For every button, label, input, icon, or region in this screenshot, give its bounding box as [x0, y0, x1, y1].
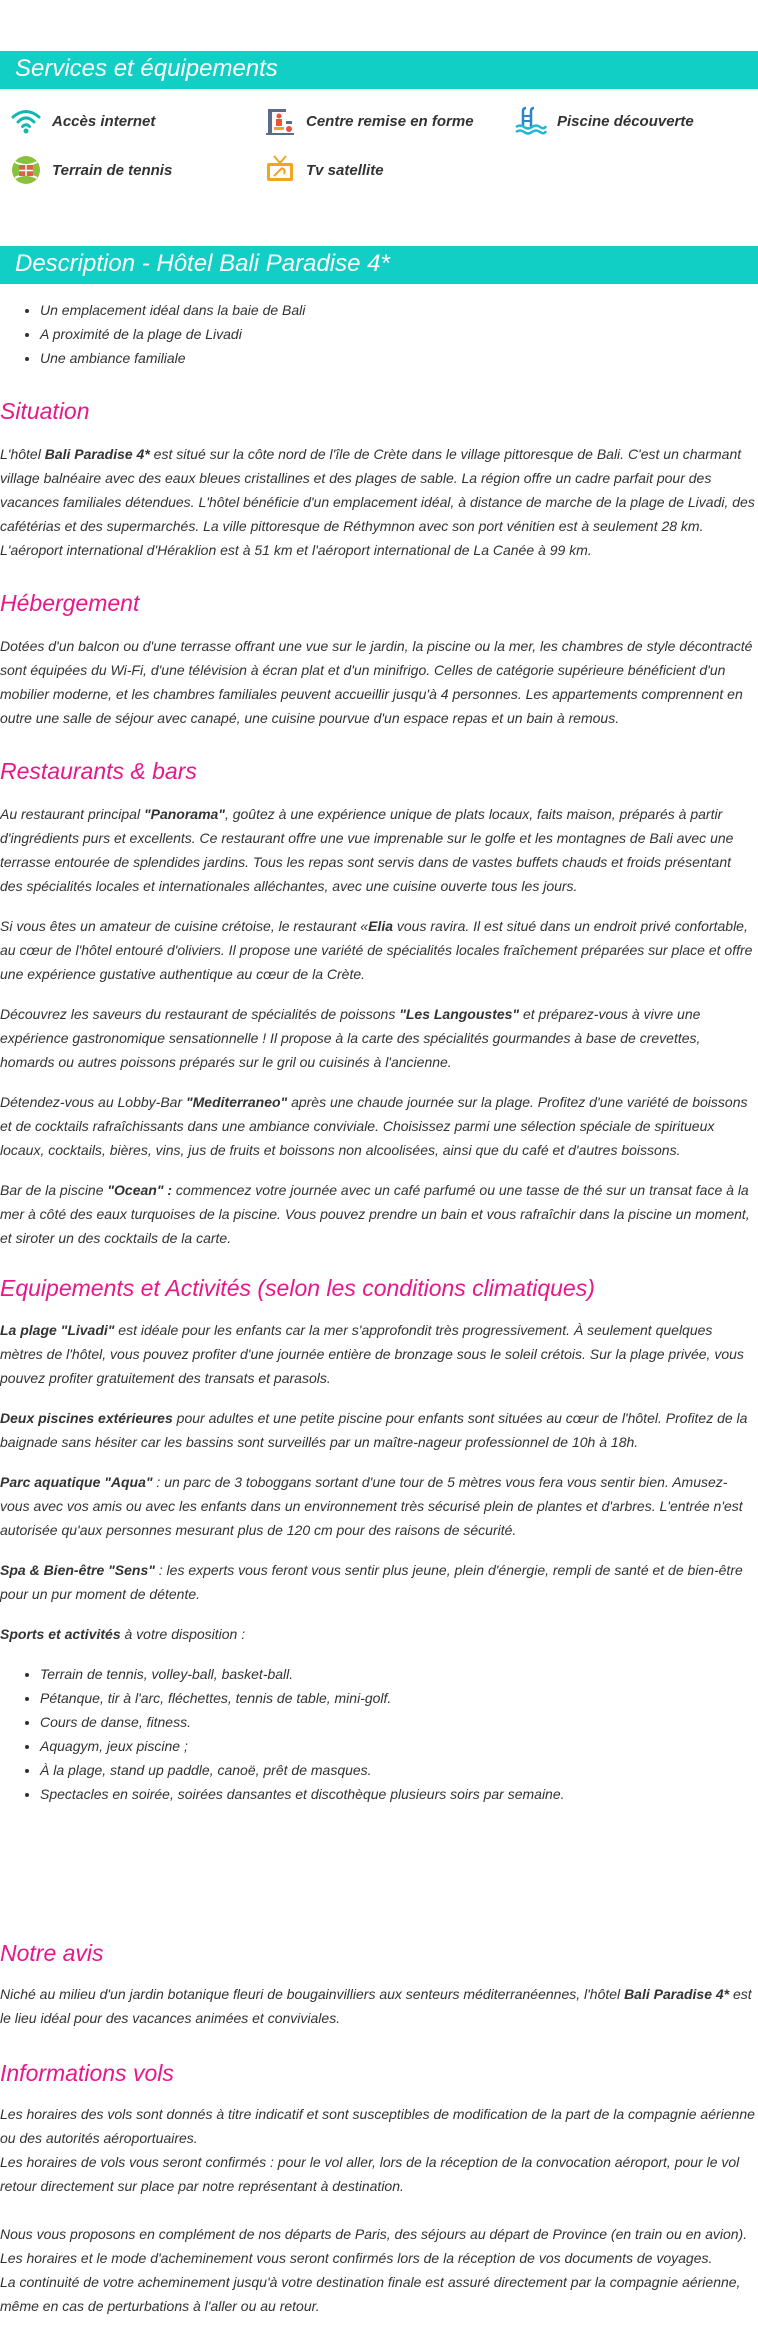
service-item-tennis: [10, 150, 172, 190]
restaurant-elia-paragraph: Si vous êtes un amateur de cuisine crétoise, le restaurant «Elia vous ravira. Il est situé dans un endroit privé confortable, au cœur de l'hôtel entouré d'oliviers. Il propose une variété de spécialités locales fraîchement préparées sur place et offre une expérience gustative authentique au cœur de la Crète.: [0, 918, 753, 982]
service-label: Accès internet: [52, 112, 156, 130]
list-item: • Un emplacement idéal dans la baie de Bali: [40, 298, 305, 322]
tennis-court-icon: [10, 154, 42, 186]
description-highlights: [14, 298, 305, 370]
description-header-bar: [0, 246, 758, 284]
vols-paragraph-3: Nous vous proposons en complément de nos départs de Paris, des séjours au départ de Province (en train ou en avion).: [0, 2226, 748, 2242]
service-item-internet: [10, 101, 155, 141]
list-item: • Spectacles en soirée, soirées dansantes et discothèque plusieurs soirs par semaine.: [40, 1782, 565, 1806]
vols-heading: Informations vols: [0, 2060, 174, 2086]
services-header-bar: [0, 51, 758, 89]
satellite-tv-icon: [264, 154, 296, 186]
spa-paragraph: Spa & Bien-être "Sens" : les experts vous feront vous sentir plus jeune, plein d'énergie, rempli de santé et de bien-être pour un pur moment de détente.: [0, 1562, 743, 1602]
list-item: • Une ambiance familiale: [40, 346, 305, 370]
bar-mediterraneo-paragraph: Détendez-vous au Lobby-Bar "Mediterraneo" après une chaude journée sur la plage. Profitez d'une variété de boissons et de cocktails rafraîchissants dans une ambiance conviviale. Choisissez parmi une sélection spéciale de spiritueux locaux, cocktails, bières, vins, jus de fruits et boissons non alcoolisées, ainsi que du café et d'autres boissons.: [0, 1094, 748, 1158]
service-label: Terrain de tennis: [52, 161, 173, 179]
avis-paragraph: Niché au milieu d'un jardin botanique fleuri de bougainvilliers aux senteurs méditerranéennes, l'hôtel Bali Paradise 4* est le lieu idéal pour des vacances animées et conviviales.: [0, 1986, 752, 2026]
hebergement-paragraph: Dotées d'un balcon ou d'une terrasse offrant une vue sur le jardin, la piscine ou la mer, les chambres de style décontracté sont équipées du Wi-Fi, d'une télévision à écran plat et d'un minifrigo. Celles de catégorie supérieure bénéficient d'un mobilier moderne, et les chambres familiales peuvent accueillir jusqu'à 4 personnes. Les appartements comprennent en outre une salle de séjour avec canapé, une cuisine pourvue d'un espace repas et un bain à remous.: [0, 638, 753, 726]
wifi-icon: [10, 105, 42, 137]
service-label: Piscine découverte: [557, 112, 694, 130]
list-item: • Terrain de tennis, volley-ball, basket-ball.: [40, 1662, 565, 1686]
restaurants-heading: Restaurants & bars: [0, 758, 197, 784]
vols-paragraph-4: Les horaires et le mode d'acheminement vous seront confirmés lors de la réception de vos documents de voyages.: [0, 2250, 713, 2266]
piscines-paragraph: Deux piscines extérieures pour adultes et une petite piscine pour enfants sont situées au cœur de l'hôtel. Profitez de la baignade sans hésiter car les bassins sont surveillés par un maître-nageur professionnel de 10h à 18h.: [0, 1410, 748, 1450]
vols-paragraph-5: La continuité de votre acheminement jusqu'à votre destination finale est assuré directement par la compagnie aérienne, même en cas de perturbations à l'aller ou au retour.: [0, 2274, 741, 2314]
bar-ocean-paragraph: Bar de la piscine "Ocean" : commencez votre journée avec un café parfumé ou une tasse de thé sur un transat face à la mer à côté des eaux turquoises de la piscine. Vous pouvez prendre un bain et vous rafraîchir dans la piscine un moment, et siroter un des cocktails de la carte.: [0, 1182, 750, 1246]
restaurant-panorama-paragraph: Au restaurant principal "Panorama", goûtez à une expérience unique de plats locaux, faits maison, préparés à partir d'ingrédients purs et excellents. Ce restaurant offre une vue imprenable sur le golfe et les montagnes de Bali avec une terrasse entourée de splendides jardins. Tous les repas sont servis dans de vastes buffets chauds et froids présentant des spécialités locales et internationales alléchantes, avec une cuisine ouverte tous les jours.: [0, 806, 734, 894]
restaurant-langoustes-paragraph: Découvrez les saveurs du restaurant de spécialités de poissons "Les Langoustes" et préparez-vous à vivre une expérience gastronomique sensationnelle ! Il propose à la carte des spécialités gourmandes à base de crevettes, homards ou autres poissons préparés sur le gril ou cuisinés à l'ancienne.: [0, 1006, 701, 1070]
list-item: • Cours de danse, fitness.: [40, 1710, 565, 1734]
list-item: • À la plage, stand up paddle, canoë, prêt de masques.: [40, 1758, 565, 1782]
parc-aquatique-paragraph: Parc aquatique "Aqua" : un parc de 3 toboggans sortant d'une tour de 5 mètres vous fera vous sentir bien. Amusez-vous avec vos amis ou avec les enfants dans un environnement très sécurisé plein de plantes et d'arbres. L'entrée n'est autorisée qu'aux personnes mesurant plus de 120 cm pour des raisons de sécurité.: [0, 1474, 743, 1538]
service-item-tv: [264, 150, 384, 190]
sports-list: [14, 1662, 565, 1806]
equipements-heading: Equipements et Activités (selon les conditions climatiques): [0, 1275, 595, 1301]
list-item: • Pétanque, tir à l'arc, fléchettes, tennis de table, mini-golf.: [40, 1686, 565, 1710]
service-item-fitness: [264, 101, 474, 141]
services-title: Services et équipements: [15, 55, 278, 82]
plage-livadi-paragraph: La plage "Livadi" est idéale pour les enfants car la mer s'approfondit très progressivement. À seulement quelques mètres de l'hôtel, vous pouvez profiter d'une journée entière de bronzage sous le soleil crétois. Sur la plage privée, vous pouvez profiter gratuitement des transats et parasols.: [0, 1322, 744, 1386]
list-item: • A proximité de la plage de Livadi: [40, 322, 305, 346]
service-label: Centre remise en forme: [306, 112, 474, 130]
fitness-center-icon: [264, 105, 296, 137]
avis-heading: Notre avis: [0, 1940, 104, 1966]
description-title: Description - Hôtel Bali Paradise 4*: [15, 250, 390, 277]
service-label: Tv satellite: [306, 161, 384, 179]
sports-paragraph: Sports et activités à votre disposition :: [0, 1626, 246, 1642]
service-item-pool: [515, 101, 694, 141]
vols-paragraph-1: Les horaires des vols sont donnés à titre indicatif et sont susceptibles de modification de la part de la compagnie aérienne ou des autorités aéroportuaires.: [0, 2106, 755, 2146]
swimming-pool-icon: [515, 105, 547, 137]
vols-paragraph-2: Les horaires de vols vous seront confirmés : pour le vol aller, lors de la réception de la convocation aéroport, pour le vol retour directement sur place par notre représentant à destination.: [0, 2154, 740, 2194]
situation-paragraph: L'hôtel Bali Paradise 4* est situé sur la côte nord de l'île de Crète dans le village pittoresque de Bali. C'est un charmant village balnéaire avec des eaux bleues cristallines et des plages de sable. La région offre un cadre parfait pour des vacances familiales détendues. L'hôtel bénéficie d'un emplacement idéal, à distance de marche de la plage de Livadi, des cafétérias et des supermarchés. La ville pittoresque de Réthymnon avec son port vénitien est à seulement 28 km. L'aéroport international d'Héraklion est à 51 km et l'aéroport international de La Canée à 99 km.: [0, 446, 755, 558]
situation-heading: Situation: [0, 398, 90, 424]
hebergement-heading: Hébergement: [0, 590, 140, 616]
list-item: • Aquagym, jeux piscine ;: [40, 1734, 565, 1758]
